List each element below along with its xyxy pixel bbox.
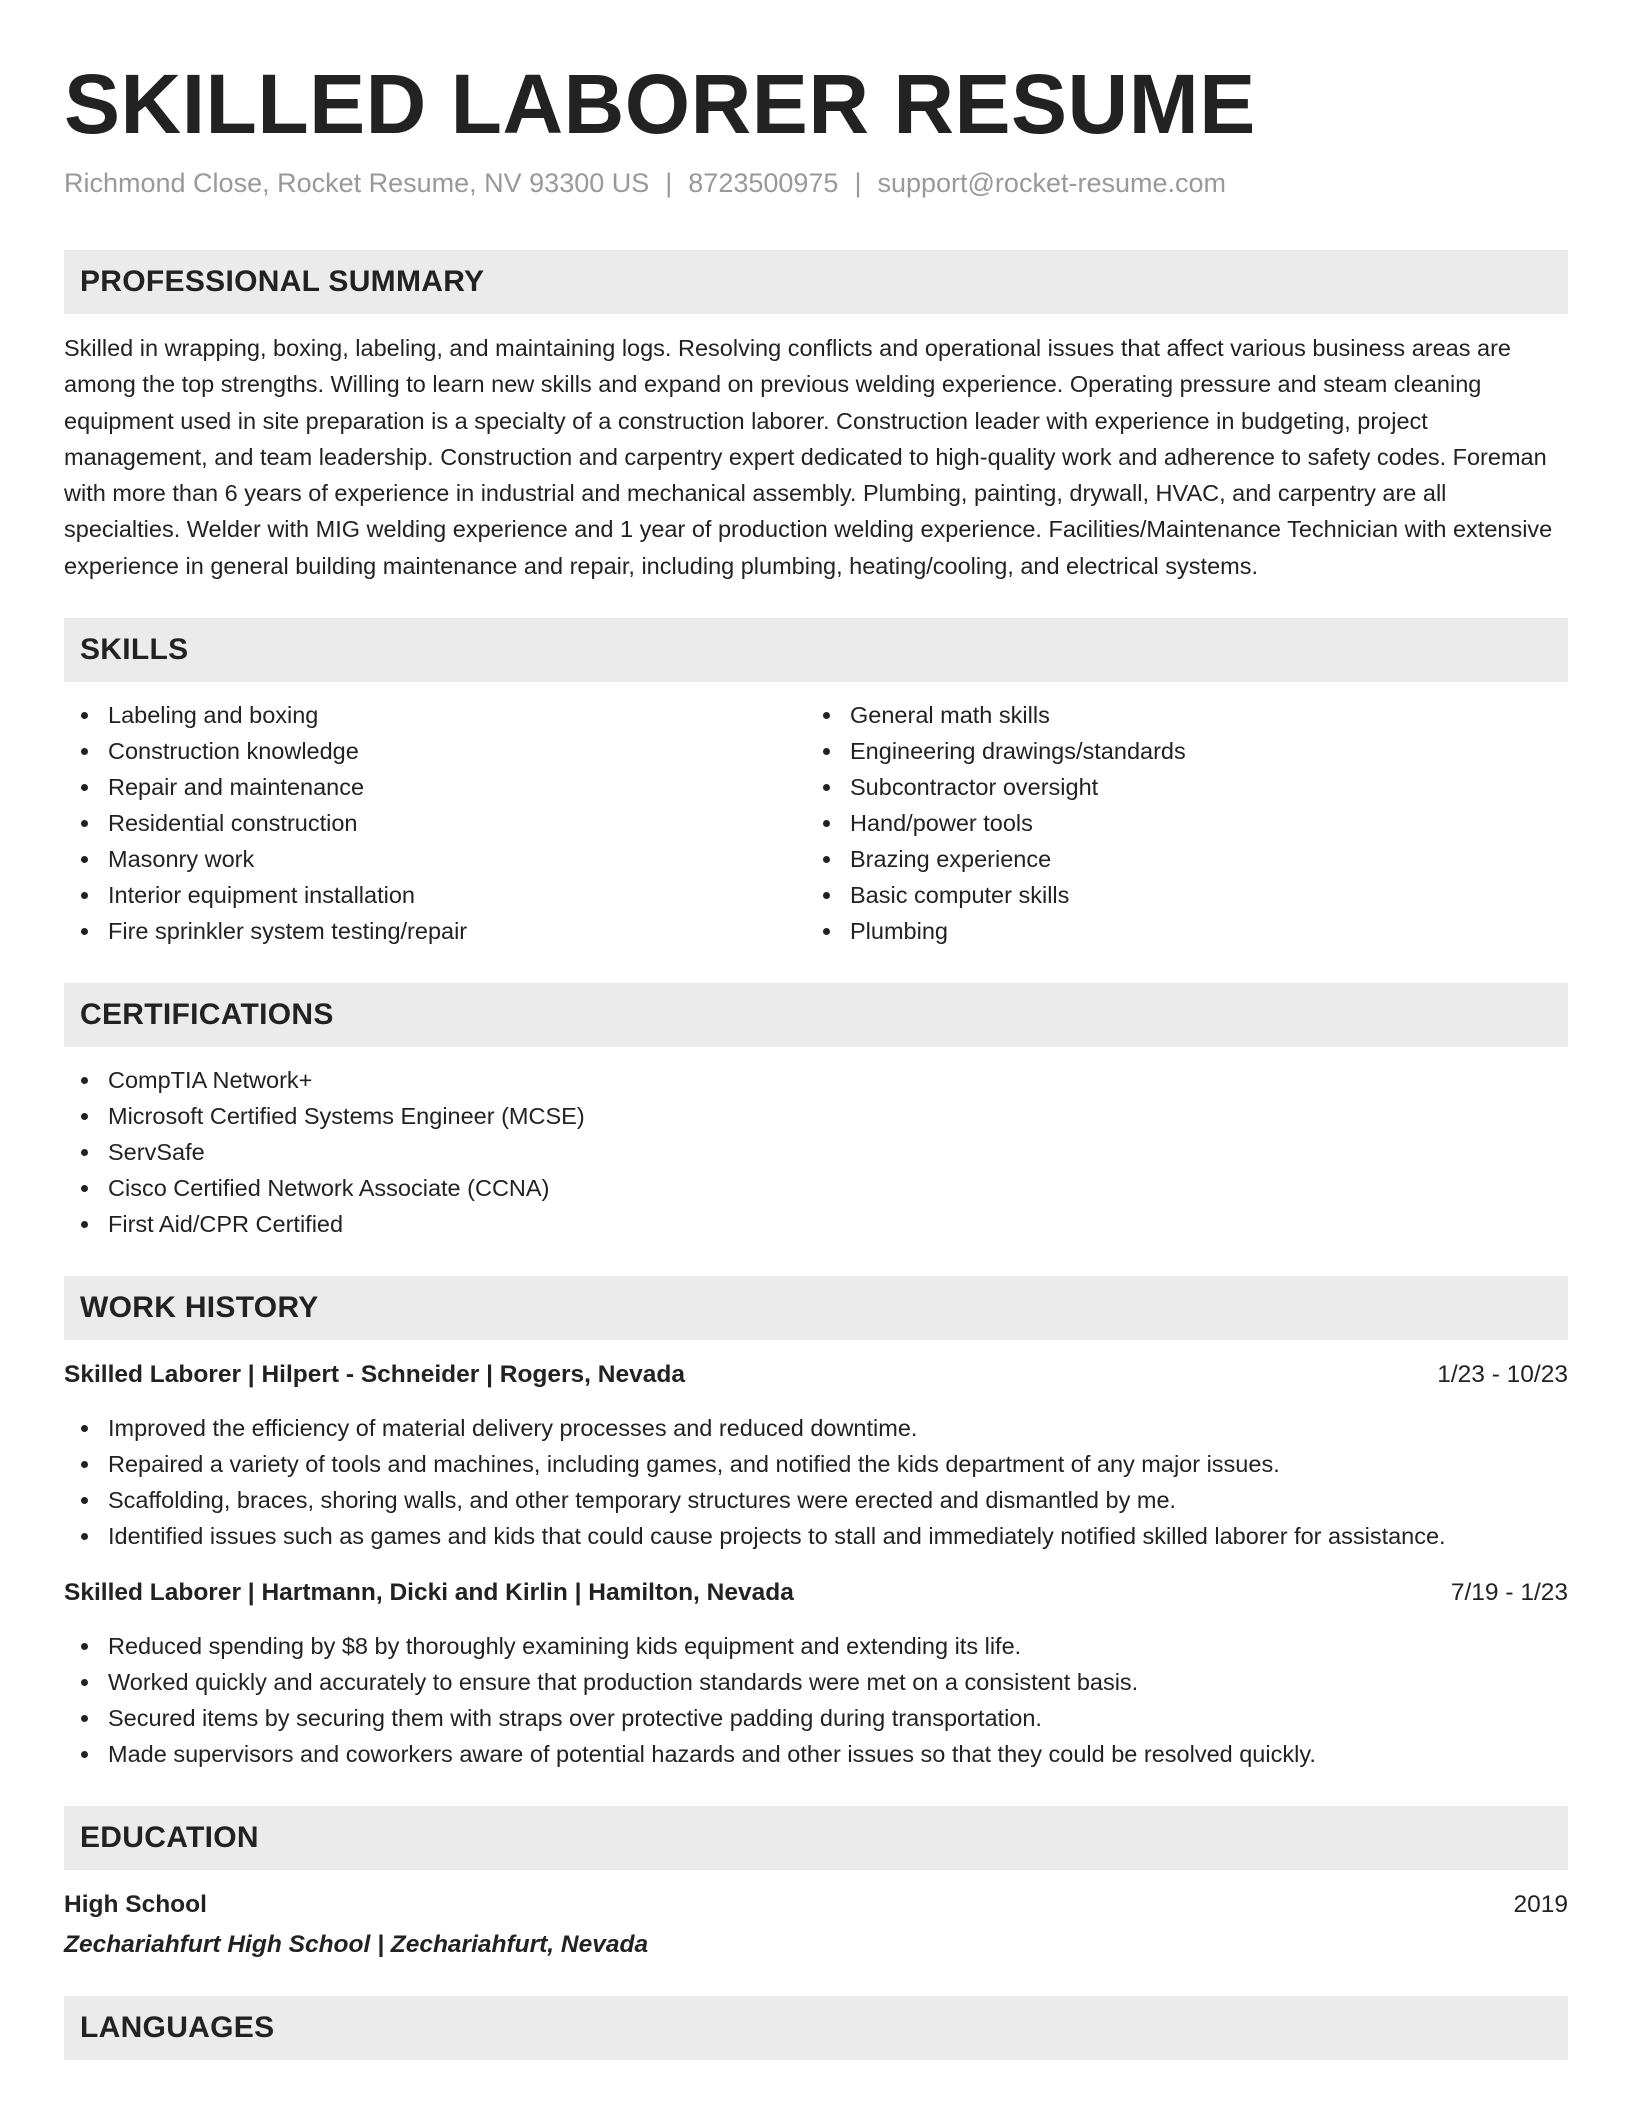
certification-item: CompTIA Network+ xyxy=(64,1062,1568,1098)
skill-item: Fire sprinkler system testing/repair xyxy=(64,913,806,949)
contact-separator: | xyxy=(665,168,673,198)
contact-line xyxy=(64,166,1568,200)
contact-email: support@rocket-resume.com xyxy=(877,168,1226,198)
job-bullet: Identified issues such as games and kids that could cause projects to stall and immediately notified skilled laborer for assistance. xyxy=(64,1518,1568,1554)
skill-item: Labeling and boxing xyxy=(64,697,806,733)
skills-list-right xyxy=(806,697,1548,949)
skill-item: Masonry work xyxy=(64,841,806,877)
job-bullets xyxy=(64,1410,1568,1554)
skill-item: Basic computer skills xyxy=(806,877,1548,913)
job-title: Skilled Laborer | Hilpert - Schneider | Rogers, Nevada xyxy=(64,1361,685,1389)
job-bullet: Worked quickly and accurately to ensure that production standards were met on a consistent basis. xyxy=(64,1664,1568,1700)
skills-list-left xyxy=(64,697,806,949)
job-heading-row xyxy=(64,1358,1568,1392)
job-title: Skilled Laborer | Hartmann, Dicki and Kirlin | Hamilton, Nevada xyxy=(64,1579,794,1607)
skill-item: Construction knowledge xyxy=(64,733,806,769)
section-header-certifications: CERTIFICATIONS xyxy=(64,983,1568,1047)
education-year: 2019 xyxy=(1513,1891,1568,1919)
education-row xyxy=(64,1888,1568,1922)
skills-columns xyxy=(64,697,1568,949)
job-dates: 7/19 - 1/23 xyxy=(1450,1579,1568,1607)
contact-address: Richmond Close, Rocket Resume, NV 93300 US xyxy=(64,168,650,198)
job-bullet: Secured items by securing them with straps over protective padding during transportation. xyxy=(64,1700,1568,1736)
section-header-education: EDUCATION xyxy=(64,1806,1568,1870)
section-header-professional-summary: PROFESSIONAL SUMMARY xyxy=(64,250,1568,314)
skill-item: Repair and maintenance xyxy=(64,769,806,805)
section-header-work-history: WORK HISTORY xyxy=(64,1276,1568,1340)
job-bullets xyxy=(64,1628,1568,1772)
certification-item: Microsoft Certified Systems Engineer (MCSE) xyxy=(64,1098,1568,1134)
job-heading-row xyxy=(64,1576,1568,1610)
certification-item: Cisco Certified Network Associate (CCNA) xyxy=(64,1170,1568,1206)
education-degree: High School xyxy=(64,1891,207,1919)
job-bullet: Improved the efficiency of material delivery processes and reduced downtime. xyxy=(64,1410,1568,1446)
job-bullet: Reduced spending by $8 by thoroughly examining kids equipment and extending its life. xyxy=(64,1628,1568,1664)
job-bullet: Repaired a variety of tools and machines, including games, and notified the kids department of any major issues. xyxy=(64,1446,1568,1482)
skill-item: Hand/power tools xyxy=(806,805,1548,841)
skill-item: General math skills xyxy=(806,697,1548,733)
section-header-languages: LANGUAGES xyxy=(64,1996,1568,2060)
job-dates: 1/23 - 10/23 xyxy=(1437,1361,1568,1389)
certification-item: ServSafe xyxy=(64,1134,1568,1170)
resume-page xyxy=(64,58,1568,2060)
section-header-skills: SKILLS xyxy=(64,618,1568,682)
contact-phone: 8723500975 xyxy=(688,168,839,198)
job-bullet: Made supervisors and coworkers aware of potential hazards and other issues so that they could be resolved quickly. xyxy=(64,1736,1568,1772)
contact-separator: | xyxy=(854,168,862,198)
certification-item: First Aid/CPR Certified xyxy=(64,1206,1568,1242)
resume-title: SKILLED LABORER RESUME xyxy=(64,57,1256,151)
certifications-list xyxy=(64,1062,1568,1242)
skill-item: Plumbing xyxy=(806,913,1548,949)
skill-item: Engineering drawings/standards xyxy=(806,733,1548,769)
skill-item: Subcontractor oversight xyxy=(806,769,1548,805)
education-school: Zechariahfurt High School | Zechariahfurt, Nevada xyxy=(64,1931,649,1959)
job-bullet: Scaffolding, braces, shoring walls, and other temporary structures were erected and dismantled by me. xyxy=(64,1482,1568,1518)
skill-item: Brazing experience xyxy=(806,841,1548,877)
summary-text: Skilled in wrapping, boxing, labeling, and maintaining logs. Resolving conflicts and operational issues that affect various business areas are among the top strengths. Willing to learn new skills and expand on previous welding experience. Operating pressure and steam cleaning equipment used in site preparation is a specialty of a construction laborer. Construction leader with experience in budgeting, project management, and team leadership. Construction and carpentry expert dedicated to high-quality work and adherence to safety codes. Foreman with more than 6 years of experience in industrial and mechanical assembly. Plumbing, painting, drywall, HVAC, and carpentry are all specialties. Welder with MIG welding experience and 1 year of production welding experience. Facilities/Maintenance Technician with extensive experience in general building maintenance and repair, including plumbing, heating/cooling, and electrical systems. xyxy=(64,335,1553,579)
skill-item: Residential construction xyxy=(64,805,806,841)
skill-item: Interior equipment installation xyxy=(64,877,806,913)
